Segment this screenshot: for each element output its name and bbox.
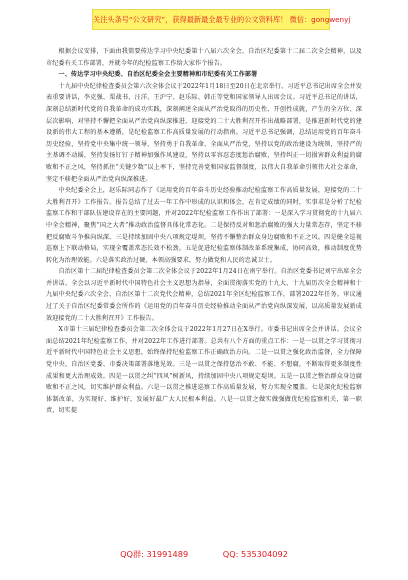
- body-paragraph-work-report: 中央纪委全会上，赵乐际同志作了《运用党的百年奋斗历史经验推动纪检监察工作高质量发展，迎接党的二十大胜利召开》工作报告。报告总结了过去一年工作中形成的认识和体会，在肯定成绩的同时，实事求是分析了纪检监察工作和干部队伍建设存在的主要问题，并对2022年纪检监察工作作出了部署：一是深入学习贯彻党的十九届六中全会精神，聚焦“国之大者”推动政治监督具体化常态化。二是保持反对和惩治腐败的强大力量常态存，坚定不移把反腐败斗争推向纵深。三是持续加固中央八项规定堤坝，坚持不懈整治群众身边腐败和不正之风。四是健全巡视巡察上下联动格局，实现全覆盖常态长效不松劲。五是促进纪检监察体制改革系统集成、协同高效，推动制度优势转化为治理效能。六是落实政治过硬、本领高强要求，努力做党和人民的忠诚卫士。: [46, 187, 362, 264]
- header-banner: [92, 9, 351, 30]
- section-heading: 一、传达学习中央纪委、自治区纪委全会主要精神和市纪委有关工作部署: [58, 71, 258, 79]
- footer-contact: [0, 549, 408, 560]
- body-paragraph-region-plenum: 自治区第十二届纪律检查委员会第二次全体会议于2022年1月24日在南宁举行。自治区党委书记刘宁出席全会并讲话。全会以习近平新时代中国特色社会主义思想为指导，全面贯彻落实党的十九大、十九届历次全会精神和十九届中央纪委六次全会、自治区第十二次党代会精神，总结2021年全区纪检监察工作，部署2022年任务。审议通过了关于自治区纪委常委会所作的《运用党的百年奋斗历史经验推动全面从严治党向纵深发展，以高质量发展新成效迎接党的二十大胜利召开》工作报告。: [46, 268, 362, 322]
- document-body: [46, 46, 362, 417]
- intro-paragraph: 根据会议安排，下面由我简要传达学习中央纪委第十八届六次全会、自治区纪委第十二届二次全会精神，以及市纪委有关工作部署，并就今年的纪检监察工作给大家作个报告。: [46, 48, 362, 67]
- body-paragraph-city-plenum: X市第十三届纪律检查委员会第二次全体会议于2022年1月27日在X举行。市委书记出席全会并讲话。会议全面总结2021年纪检监察工作，并对2022年工作进行部署。总共有八个方面的重点工作：一是一以贯之学习贯彻习近平新时代中国特色社会主义思想，始终保持纪检监察工作正确政治方向。二是一以贯之强化政治监督，全力保障党中央、自治区党委、市委决策部署落地见效。三是一以贯之保持惩治不敢、不能、不想腐，不断取得更多制度性成果和更大治理成效。四是一以贯之纠“四风”树新风，持续加固中央八项规定堤坝。五是一以贯之整治群众身边腐败和不正之风，切实维护群众利益。六是一以贯之推进巡察工作高质量发展，努力实现全覆盖。七是深化纪检监察体制改革，为实现好、维护好、发展好最广大人民根本利益。八是一以贯之做实做强做优纪检监察机关，第一职责，切实提: [46, 326, 362, 415]
- body-paragraph-central-plenum: 十九届中央纪律检查委员会第六次全体会议于2022年1月18日至20日在北京举行。习近平总书记出席全会并发表重要讲话，李克强、栗战书、汪洋、王沪宁、赵乐际、韩正等党和国家领导人出席会议。习近平总书记的讲话，深刻总结新时代党的自我革命的成功实践，深刻阐述全面从严治党取得的历史性、开创性成就，产生的全方位、深层次影响，对坚持不懈把全面从严治党向纵深推进、迎接党的二十大胜利召开作出战略部署，是推进新时代党的建设新的伟大工程的基本遵循，是纪检监察工作高质量发展的行动指南。习近平总书记强调，总结运用党的百年奋斗历史经验，坚持党中央集中统一领导，坚持勇于自我革命、全面从严治党，坚持以党的政治建设为统领，坚持严的主基调不动摇，坚持发扬钉钉子精神加强作风建设，坚持以零容忍态度惩治腐败，坚持纠正一切损害群众利益的腐败和不正之风，坚持抓住“关键少数”以上率下，坚持完善党和国家监督制度，以伟大自我革命引领伟大社会革命，坚定不移把全面从严治党向纵深推进。: [46, 82, 362, 183]
- qq-group-label: QQ群: 31991489: [120, 549, 189, 559]
- banner-text: 关注头条号“公文研究”，获得最新最全最专业的公文资料库！ 微信：gongwenyj: [93, 15, 351, 24]
- qq-number-label: QQ: 535304092: [222, 549, 288, 559]
